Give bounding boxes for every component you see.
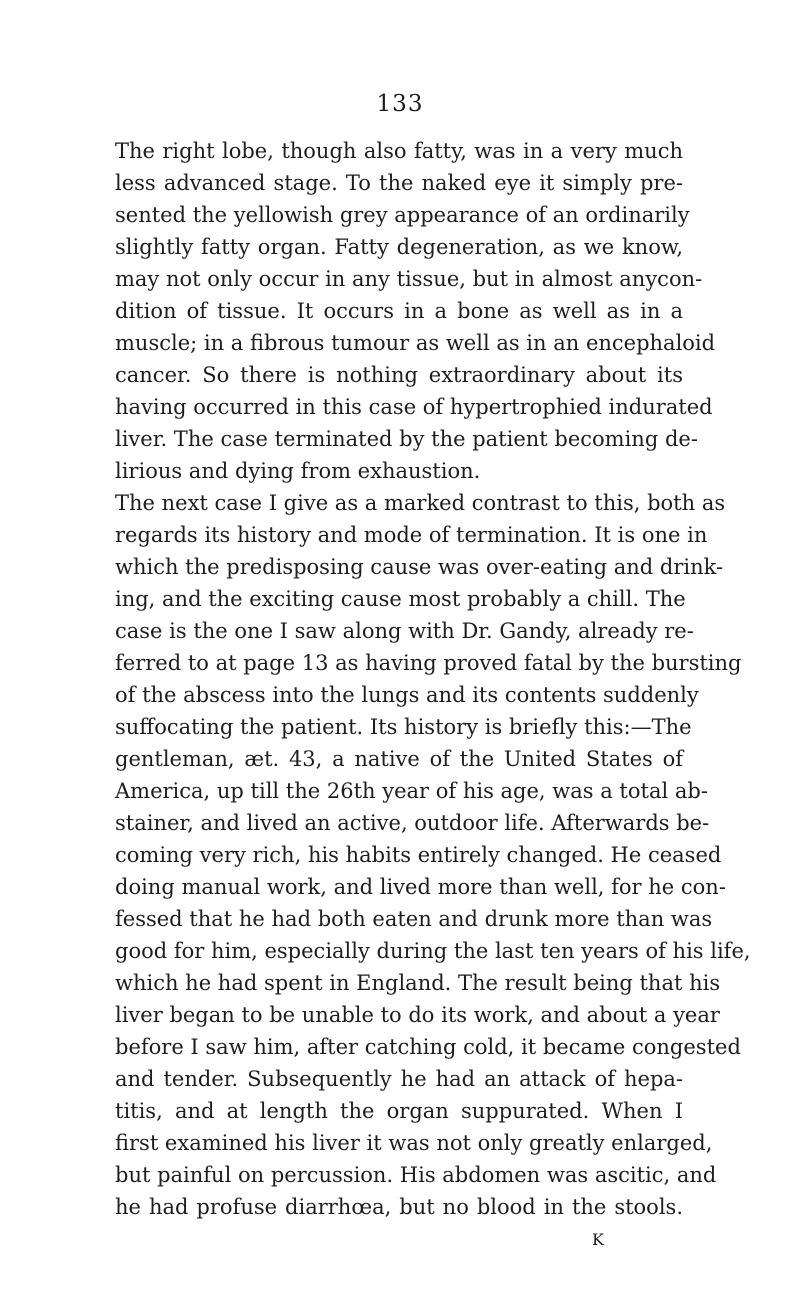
text-line: ing, and the exciting cause most probably a chill. The: [115, 587, 686, 611]
text-line: muscle; in a fibrous tumour as well as in an encephaloid: [115, 331, 716, 355]
body-text: [115, 135, 751, 1223]
text-line: coming very rich, his habits entirely changed. He ceased: [115, 843, 722, 867]
text-line: gentleman, æt. 43, a native of the United States of: [115, 747, 683, 771]
text-line: which the predisposing cause was over-eating and drink-: [115, 555, 724, 579]
text-line: may not only occur in any tissue, but in almost anycon-: [115, 267, 703, 291]
text-line: cancer. So there is nothing extraordinary about its: [115, 363, 683, 387]
text-line: less advanced stage. To the naked eye it simply pre-: [115, 171, 683, 195]
text-line: stainer, and lived an active, outdoor life. Afterwards be-: [115, 811, 710, 835]
text-line: lirious and dying from exhaustion.: [115, 459, 481, 483]
text-line: fessed that he had both eaten and drunk more than was: [115, 907, 713, 931]
text-line: sented the yellowish grey appearance of an ordinarily: [115, 203, 690, 227]
text-line: The next case I give as a marked contrast to this, both as: [115, 491, 726, 515]
text-line: case is the one I saw along with Dr. Gandy, already re-: [115, 619, 694, 643]
text-line: but painful on percussion. His abdomen was ascitic, and: [115, 1163, 717, 1187]
text-line: ferred to at page 13 as having proved fatal by the bursting: [115, 651, 742, 675]
text-line: and tender. Subsequently he had an attack of hepa-: [115, 1067, 683, 1091]
text-line: suffocating the patient. Its history is briefly this:—The: [115, 715, 692, 739]
text-line: doing manual work, and lived more than well, for he con-: [115, 875, 726, 899]
text-line: he had profuse diarrhœa, but no blood in the stools.: [115, 1195, 683, 1219]
text-line: liver began to be unable to do its work, and about a year: [115, 1003, 720, 1027]
text-line: America, up till the 26th year of his age, was a total ab-: [115, 779, 708, 803]
text-line: dition of tissue. It occurs in a bone as well as in a: [115, 299, 683, 323]
text-line: titis, and at length the organ suppurated. When I: [115, 1099, 683, 1123]
text-line: liver. The case terminated by the patient becoming de-: [115, 427, 698, 451]
text-line: The right lobe, though also fatty, was in a very much: [115, 139, 683, 163]
text-line: of the abscess into the lungs and its contents suddenly: [115, 683, 699, 707]
text-line: good for him, especially during the last ten years of his life,: [115, 939, 751, 963]
text-line: slightly fatty organ. Fatty degeneration, as we know,: [115, 235, 683, 259]
text-line: having occurred in this case of hypertrophied indurated: [115, 395, 713, 419]
text-line: which he had spent in England. The result being that his: [115, 971, 721, 995]
text-line: before I saw him, after catching cold, it became congested: [115, 1035, 741, 1059]
signature-mark: K: [592, 1230, 604, 1249]
text-line: regards its history and mode of termination. It is one in: [115, 523, 708, 547]
text-line: first examined his liver it was not only greatly enlarged,: [115, 1131, 713, 1155]
page-number: 133: [376, 91, 424, 117]
